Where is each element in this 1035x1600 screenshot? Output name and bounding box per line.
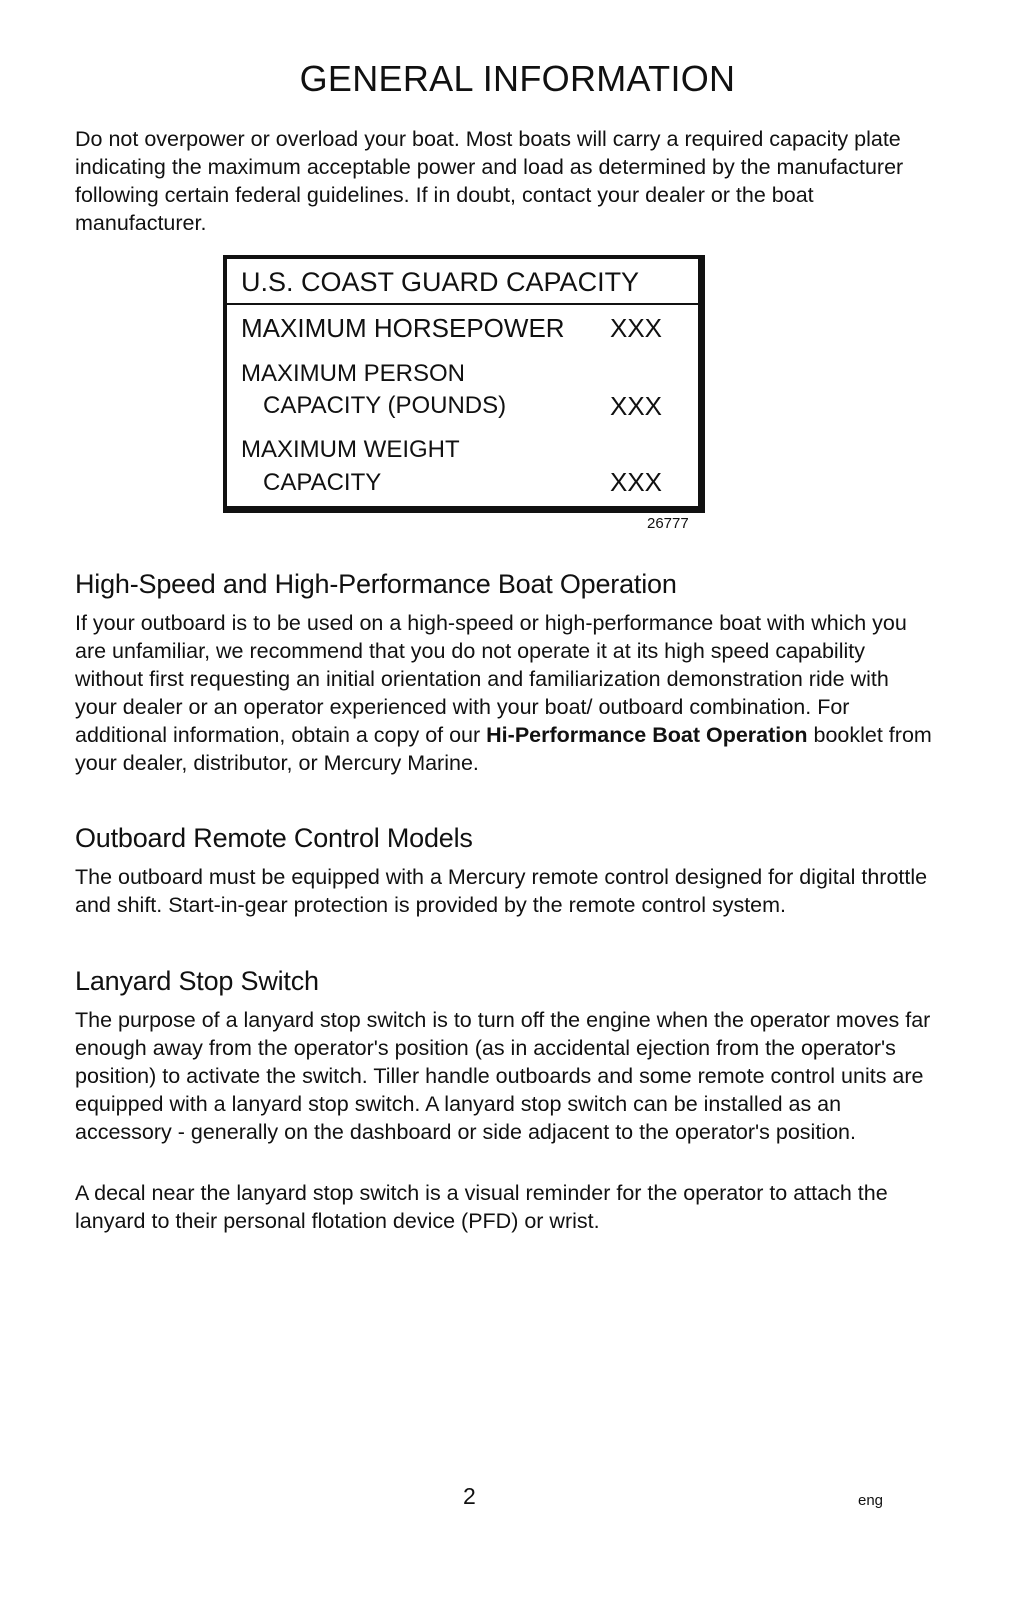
hi-performance-booklet-title: Hi-Performance Boat Operation [486,723,808,747]
high-speed-text: If your outboard is to be used on a high-speed or high-performance boat with which you are unfamiliar, we recommend that you do not operate it at its high speed capability without first requesting an initial orientation and familiarization demonstration ride with your dealer or an operator experienced with your boat/ outboard combination. For additional information, obtain a copy of our [75,611,907,747]
lanyard-paragraph-2: A decal near the lanyard stop switch is a visual reminder for the operator to attach the lanyard to their personal flotation device (PFD) or wrist. [75,1181,888,1233]
max-person-value: XXX [610,391,663,421]
high-speed-text-end: booklet from your dealer, distributor, or Mercury Marine. [75,723,932,775]
figure-number: 26777 [647,515,689,532]
max-weight-label-line1: MAXIMUM WEIGHT [241,436,460,463]
page-number: 2 [463,1483,476,1509]
high-speed-heading: High-Speed and High-Performance Boat Operation [75,569,677,599]
language-code: eng [858,1492,884,1509]
remote-control-paragraph: The outboard must be equipped with a Mercury remote control designed for digital throttle and shift. Start-in-gear protection is provided by the remote control system. [75,865,928,917]
max-horsepower-label: MAXIMUM HORSEPOWER [241,313,565,343]
capacity-plate [223,255,705,513]
page-title: GENERAL INFORMATION [299,58,736,99]
max-weight-label-line2: CAPACITY [263,469,382,496]
max-weight-value: XXX [610,467,663,497]
max-person-label-line2: CAPACITY (POUNDS) [263,392,507,419]
lanyard-heading: Lanyard Stop Switch [75,966,319,996]
max-horsepower-value: XXX [610,313,663,343]
lanyard-paragraph-1: The purpose of a lanyard stop switch is to turn off the engine when the operator moves far enough away from the operator's position (as in accidental ejection from the operator's position) to activate the switch. Tiller handle outboards and some remote control units are equipped with a lanyard stop switch. A lanyard stop switch can be installed as an accessory - generally on the dashboard or side adjacent to the operator's position. [75,1008,931,1144]
intro-paragraph: Do not overpower or overload your boat. Most boats will carry a required capacity plate indicating the maximum acceptable power and load as determined by the manufacturer following certain federal guidelines. If in doubt, contact your dealer or the boat manufacturer. [75,127,904,235]
capacity-plate-divider [227,303,698,305]
remote-control-heading: Outboard Remote Control Models [75,823,473,853]
max-person-label-line1: MAXIMUM PERSON [241,360,466,387]
capacity-plate-title: U.S. COAST GUARD CAPACITY [241,267,640,297]
high-speed-paragraph [75,609,935,777]
